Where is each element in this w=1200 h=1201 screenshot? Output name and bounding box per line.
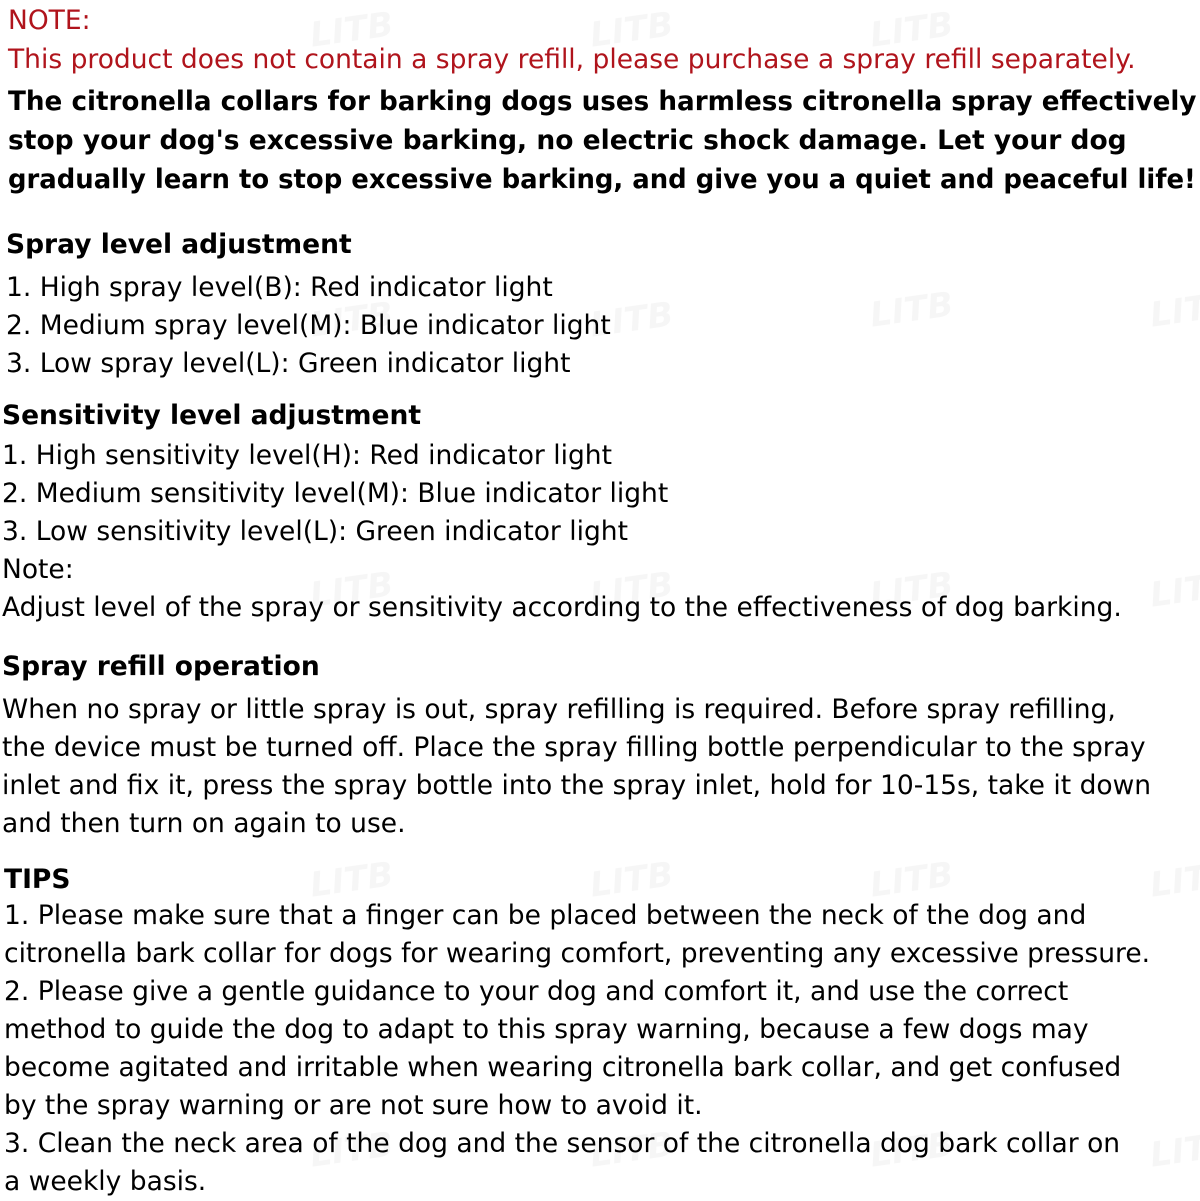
tips-line: method to guide the dog to adapt to this spray warning, because a few dogs may [4, 1014, 1089, 1045]
tips-line: 3. Clean the neck area of the dog and the sensor of the citronella dog bark collar on [4, 1128, 1121, 1159]
refill-line: When no spray or little spray is out, spray refilling is required. Before spray refilling, [2, 694, 1116, 725]
tips-line: 2. Please give a gentle guidance to your dog and comfort it, and use the correct [4, 976, 1069, 1007]
note-text: This product does not contain a spray refill, please purchase a spray refill separately. [8, 44, 1136, 75]
refill-heading: Spray refill operation [2, 651, 320, 682]
refill-line: and then turn on again to use. [2, 808, 406, 839]
intro-line: The citronella collars for barking dogs uses harmless citronella spray effectively [8, 86, 1197, 117]
note-heading: NOTE: [8, 5, 91, 36]
tips-heading: TIPS [4, 864, 71, 895]
intro-line: gradually learn to stop excessive barking, and give you a quiet and peaceful life! [8, 164, 1196, 195]
tips-line: citronella bark collar for dogs for wearing comfort, preventing any excessive pressure. [4, 938, 1151, 969]
spray-level-heading: Spray level adjustment [6, 229, 352, 260]
watermark-logo [1148, 854, 1200, 905]
sensitivity-note-label: Note: [2, 554, 74, 585]
spray-level-item: 1. High spray level(B): Red indicator light [6, 272, 553, 303]
refill-line: inlet and fix it, press the spray bottle into the spray inlet, hold for 10-15s, take it down [2, 770, 1152, 801]
tips-line: a weekly basis. [4, 1166, 207, 1197]
sensitivity-level-item: 3. Low sensitivity level(L): Green indicator light [2, 516, 628, 547]
watermark-logo [1148, 564, 1200, 615]
watermark-logo [1148, 1124, 1200, 1175]
sensitivity-level-heading: Sensitivity level adjustment [2, 400, 422, 431]
watermark-logo [1148, 284, 1200, 335]
refill-line: the device must be turned off. Place the spray filling bottle perpendicular to the spray [2, 732, 1146, 763]
sensitivity-level-item: 1. High sensitivity level(H): Red indicator light [2, 440, 612, 471]
sensitivity-note-text: Adjust level of the spray or sensitivity according to the effectiveness of dog barking. [2, 592, 1122, 623]
tips-line: 1. Please make sure that a finger can be placed between the neck of the dog and [4, 900, 1087, 931]
spray-level-item: 3. Low spray level(L): Green indicator light [6, 348, 571, 379]
tips-line: become agitated and irritable when wearing citronella bark collar, and get confused [4, 1052, 1122, 1083]
watermark-logo [868, 284, 956, 335]
tips-line: by the spray warning or are not sure how to avoid it. [4, 1090, 703, 1121]
intro-line: stop your dog's excessive barking, no electric shock damage. Let your dog [8, 125, 1127, 156]
spray-level-item: 2. Medium spray level(M): Blue indicator light [6, 310, 611, 341]
sensitivity-level-item: 2. Medium sensitivity level(M): Blue indicator light [2, 478, 669, 509]
